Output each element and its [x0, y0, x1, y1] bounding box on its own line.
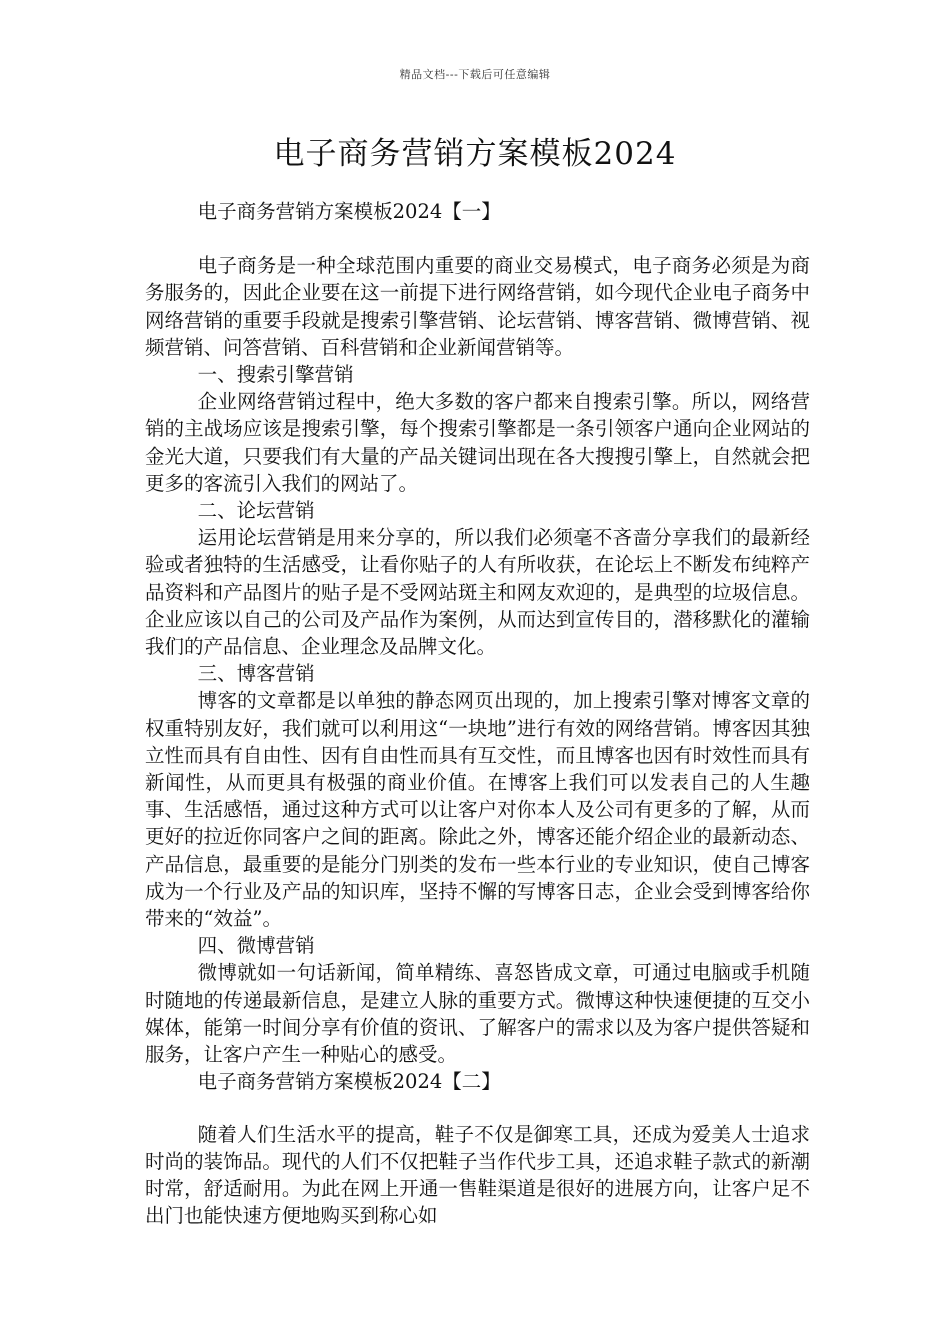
- document-title: 电子商务营销方案模板2024: [273, 136, 677, 172]
- paragraph-shoes: 随着人们生活水平的提高，鞋子不仅是御寒工具，还成为爱美人士追求时尚的装饰品。现代的人们不仅把鞋子当作代步工具，还追求鞋子款式的新潮时常，舒适耐用。为此在网上开通一售鞋渠道是很好的进展方向，让客户足不出门也能快速方便地购买到称心如: [145, 1122, 810, 1228]
- heading-weibo: 四、微博营销: [197, 934, 315, 958]
- heading-search-engine: 一、搜索引擎营销: [197, 363, 354, 387]
- paragraph-blog: 博客的文章都是以单独的静态网页出现的，加上搜索引擎对博客文章的权重特别友好，我们就可以利用这“一块地”进行有效的网络营销。博客因其独立性而具有自由性、因有自由性而具有互交性，而且博客也因有时效性而具有新闻性，从而更具有极强的商业价值。在博客上我们可以发表自己的人生趣事、生活感悟，通过这种方式可以让客户对你本人及公司有更多的了解，从而更好的拉近你同客户之间的距离。除此之外，博客还能介绍企业的最新动态、产品信息，最重要的是能分门别类的发布一些本行业的专业知识，使自己博客成为一个行业及产品的知识库，坚持不懈的写博客日志，企业会受到博客给你带来的“效益”。: [145, 689, 810, 931]
- heading-blog: 三、博客营销: [197, 662, 315, 686]
- intro-paragraph: 电子商务是一种全球范围内重要的商业交易模式，电子商务必须是为商务服务的，因此企业要在这一前提下进行网络营销，如今现代企业电子商务中网络营销的重要手段就是搜索引擎营销、论坛营销、博客营销、微博营销、视频营销、问答营销、百科营销和企业新闻营销等。: [145, 254, 810, 359]
- document-body: [145, 198, 810, 1229]
- section-title-1: 电子商务营销方案模板2024【一】: [197, 200, 501, 223]
- heading-forum: 二、论坛营销: [197, 499, 315, 523]
- section-title-2: 电子商务营销方案模板2024【二】: [197, 1070, 501, 1094]
- paragraph-search-engine: 企业网络营销过程中，绝大多数的客户都来自搜索引擎。所以，网络营销的主战场应该是搜索引擎，每个搜索引擎都是一条引领客户通向企业网站的金光大道，只要我们有大量的产品关键词出现在各大搜搜引擎上，自然就会把更多的客流引入我们的网站了。: [145, 390, 810, 495]
- paragraph-weibo: 微博就如一句话新闻，简单精练、喜怒皆成文章，可通过电脑或手机随时随地的传递最新信息，是建立人脉的重要方式。微博这种快速便捷的互交小媒体，能第一时间分享有价值的资讯、了解客户的需求以及为客户提供答疑和服务，让客户产生一种贴心的感受。: [145, 961, 810, 1067]
- header-note: 精品文档---下载后可任意编辑: [399, 68, 551, 81]
- paragraph-forum: 运用论坛营销是用来分享的，所以我们必须毫不吝啬分享我们的最新经验或者独特的生活感受，让看你贴子的人有所收获，在论坛上不断发布纯粹产品资料和产品图片的贴子是不受网站斑主和网友欢迎的，是典型的垃圾信息。企业应该以自己的公司及产品作为案例，从而达到宣传目的，潜移默化的灌输我们的产品信息、企业理念及品牌文化。: [145, 526, 810, 659]
